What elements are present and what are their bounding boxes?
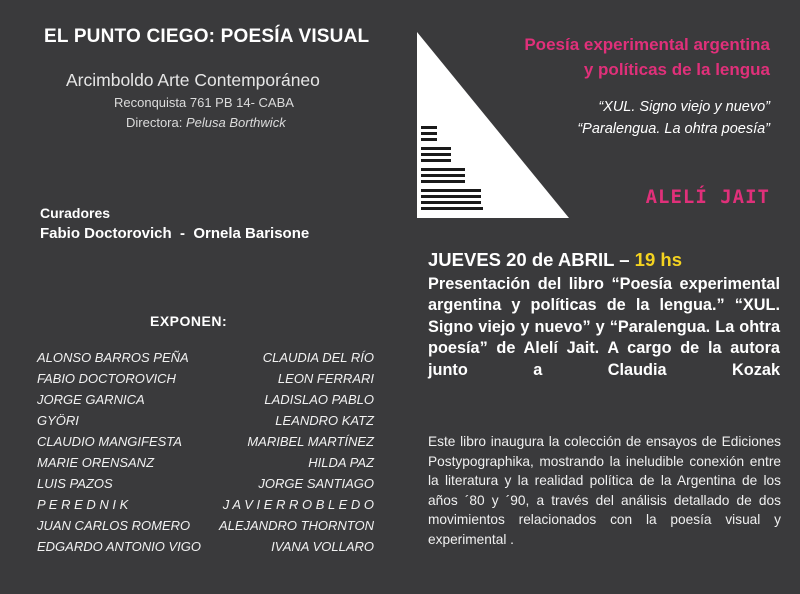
book-title-line: y políticas de la lengua — [583, 60, 770, 79]
artist-left: MARIE ORENSANZ — [37, 455, 155, 470]
book-description: Este libro inaugura la colección de ensayos de Ediciones Postypographika, mostrando la ineludible conexión entre la literatura y la realidad política de la Argentina de los años ´80 y ´90, a través del análisis detallado de dos movimientos relacionados con la poesía visual y experimental . — [428, 434, 781, 547]
artist-right: JORGE SANTIAGO — [258, 476, 374, 491]
artist-left: P E R E D N I K — [37, 497, 129, 512]
artist-right: LEANDRO KATZ — [275, 413, 374, 428]
artist-right: LEON FERRARI — [277, 371, 374, 386]
curators-label: Curadores — [40, 205, 111, 221]
director-line — [126, 115, 286, 130]
event-date-line — [428, 249, 682, 271]
event-hour: 19 hs — [634, 249, 682, 270]
artist-right: LADISLAO PABLO — [264, 392, 374, 407]
artist-right: J A V I E R R O B L E D O — [222, 497, 374, 512]
artist-right: IVANA VOLLARO — [271, 539, 374, 554]
curators-names: Fabio Doctorovich - Ornela Barisone — [40, 225, 310, 242]
artist-left: GYÖRI — [37, 413, 79, 428]
presentation-text: Presentación del libro “Poesía experimental argentina y políticas de la lengua.” “XUL. Signo viejo y nuevo” y “Paralengua. La ohtra poesía” de Alelí Jait. A cargo de la autora junto a Claudia Kozak — [428, 275, 780, 379]
artist-left: CLAUDIO MANGIFESTA — [37, 434, 182, 449]
artist-left: EDGARDO ANTONIO VIGO — [37, 539, 201, 554]
book-author: ALELÍ JAIT — [645, 186, 770, 208]
artist-right: CLAUDIA DEL RÍO — [262, 350, 374, 365]
book-title — [440, 32, 770, 82]
event-title: EL PUNTO CIEGO: POESÍA VISUAL — [44, 26, 370, 47]
artist-left: ALONSO BARROS PEÑA — [37, 350, 189, 365]
gallery-address: Reconquista 761 PB 14- CABA — [114, 95, 294, 110]
artist-left: FABIO DOCTOROVICH — [37, 371, 176, 386]
artist-right: ALEJANDRO THORNTON — [218, 518, 374, 533]
director-name: Pelusa Borthwick — [185, 115, 286, 130]
director-label: Directora: — [126, 115, 183, 130]
event-date: JUEVES 20 de ABRIL – — [428, 249, 630, 270]
gallery-name: Arcimboldo Arte Contemporáneo — [66, 70, 320, 90]
book-subtitles — [470, 96, 770, 140]
artist-right: HILDA PAZ — [308, 455, 374, 470]
book-subtitle-line: “Paralengua. La ohtra poesía” — [577, 121, 770, 137]
artist-left: LUIS PAZOS — [37, 476, 113, 491]
book-title-line: Poesía experimental argentina — [524, 35, 770, 54]
book-subtitle-line: “XUL. Signo viejo y nuevo” — [598, 99, 770, 115]
exhibitors-label: EXPONEN: — [150, 313, 228, 329]
artist-right: MARIBEL MARTÍNEZ — [247, 434, 374, 449]
artist-left: JUAN CARLOS ROMERO — [37, 518, 191, 533]
artist-left: JORGE GARNICA — [37, 392, 145, 407]
